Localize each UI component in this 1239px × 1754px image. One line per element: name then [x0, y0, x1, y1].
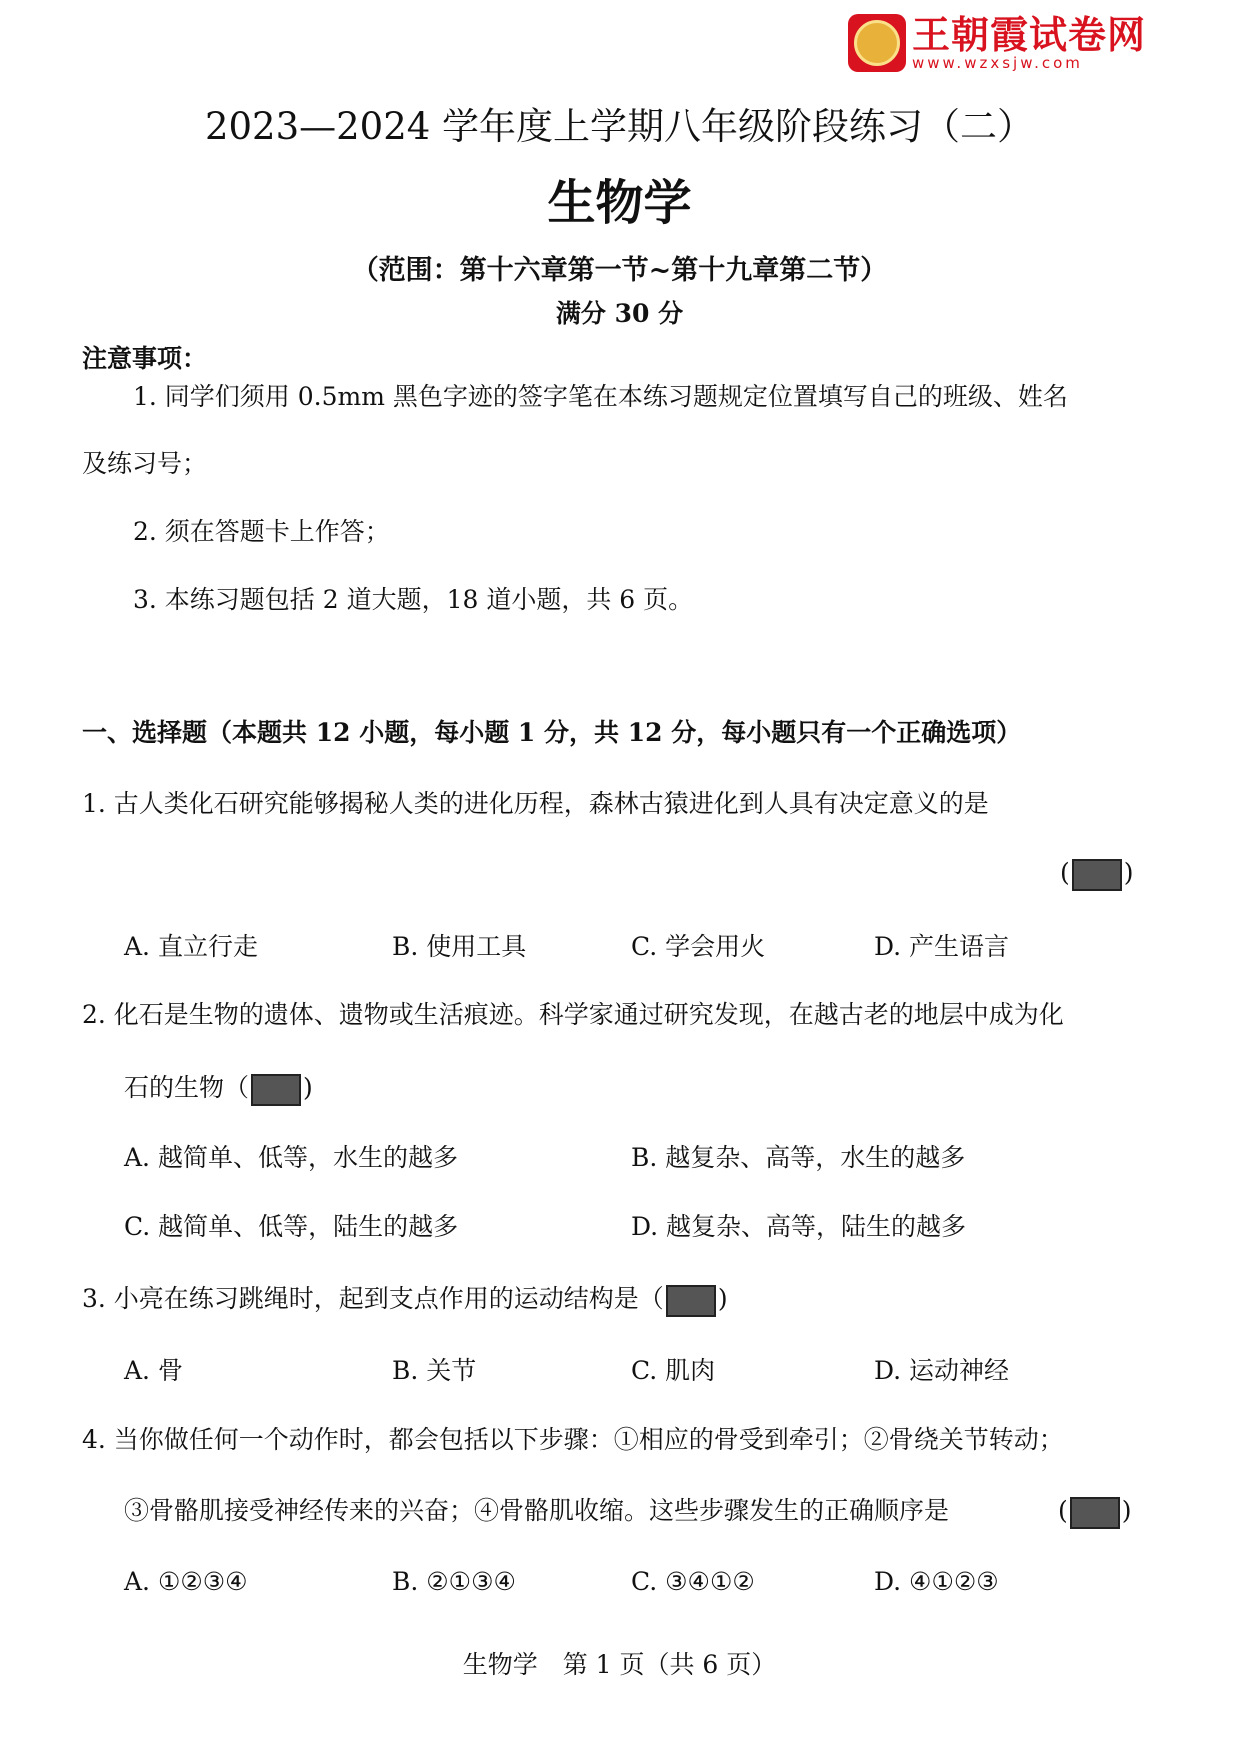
option: D. 越复杂、高等，陆生的越多: [631, 1212, 967, 1241]
answer-box-redacted: [666, 1285, 716, 1317]
option: A. 越简单、低等，水生的越多: [124, 1143, 458, 1172]
option: A. 直立行走: [124, 932, 258, 961]
exam-range: （范围：第十六章第一节~第十九章第二节）: [351, 255, 888, 286]
site-logo: [848, 14, 1146, 72]
option: D. ④①②③: [874, 1567, 999, 1596]
exam-title: 2023—2024 学年度上学期八年级阶段练习（二）: [204, 105, 1035, 148]
note-item: 1. 同学们须用 0.5mm 黑色字迹的签字笔在本练习题规定位置填写自己的班级、姓名: [133, 382, 1068, 411]
option: B. 使用工具: [392, 932, 527, 961]
option: B. 关节: [392, 1356, 477, 1385]
subject-title: 生物学: [547, 175, 692, 231]
page-footer: 生物学 第 1 页（共 6 页）: [462, 1650, 777, 1679]
section-heading: 一、选择题（本题共 12 小题，每小题 1 分，共 12 分，每小题只有一个正确选项）: [82, 718, 1022, 747]
note-item: 3. 本练习题包括 2 道大题，18 道小题，共 6 页。: [133, 585, 694, 614]
question-stem: 3. 小亮在练习跳绳时，起到支点作用的运动结构是（: [82, 1284, 664, 1313]
answer-blank: ( ): [1060, 858, 1134, 891]
option: D. 产生语言: [874, 932, 1010, 961]
answer-blank: ( ): [1058, 1496, 1132, 1529]
notes-heading: 注意事项：: [82, 344, 208, 373]
option: C. 肌肉: [631, 1356, 716, 1385]
option: C. ③④①②: [631, 1567, 755, 1596]
option: B. 越复杂、高等，水生的越多: [631, 1143, 966, 1172]
answer-box-redacted: [1070, 1497, 1120, 1529]
answer-box-redacted: [251, 1074, 301, 1106]
question-stem: 1. 古人类化石研究能够揭秘人类的进化历程，森林古猿进化到人具有决定意义的是: [82, 789, 989, 818]
logo-url: www.wzxsjw.com: [912, 54, 1083, 72]
option: C. 越简单、低等，陆生的越多: [124, 1212, 459, 1241]
note-item: 及练习号；: [82, 449, 208, 478]
question-stem: 2. 化石是生物的遗体、遗物或生活痕迹。科学家通过研究发现，在越古老的地层中成为化: [82, 1000, 1064, 1029]
option: A. ①②③④: [124, 1567, 248, 1596]
option: C. 学会用火: [631, 932, 766, 961]
question-stem-cont: 石的生物（: [124, 1073, 250, 1102]
option: D. 运动神经: [874, 1356, 1010, 1385]
question-stem: 4. 当你做任何一个动作时，都会包括以下步骤：①相应的骨受到牵引；②骨绕关节转动；: [82, 1425, 1064, 1454]
answer-box-redacted: [1072, 859, 1122, 891]
logo-badge-icon: [848, 14, 906, 72]
logo-name: 王朝霞试卷网: [912, 13, 1147, 57]
option: A. 骨: [124, 1356, 183, 1385]
note-item: 2. 须在答题卡上作答；: [133, 517, 390, 546]
option: B. ②①③④: [392, 1567, 516, 1596]
full-score: 满分 30 分: [555, 299, 684, 328]
question-stem-cont: ③骨骼肌接受神经传来的兴奋；④骨骼肌收缩。这些步骤发生的正确顺序是: [124, 1496, 950, 1525]
